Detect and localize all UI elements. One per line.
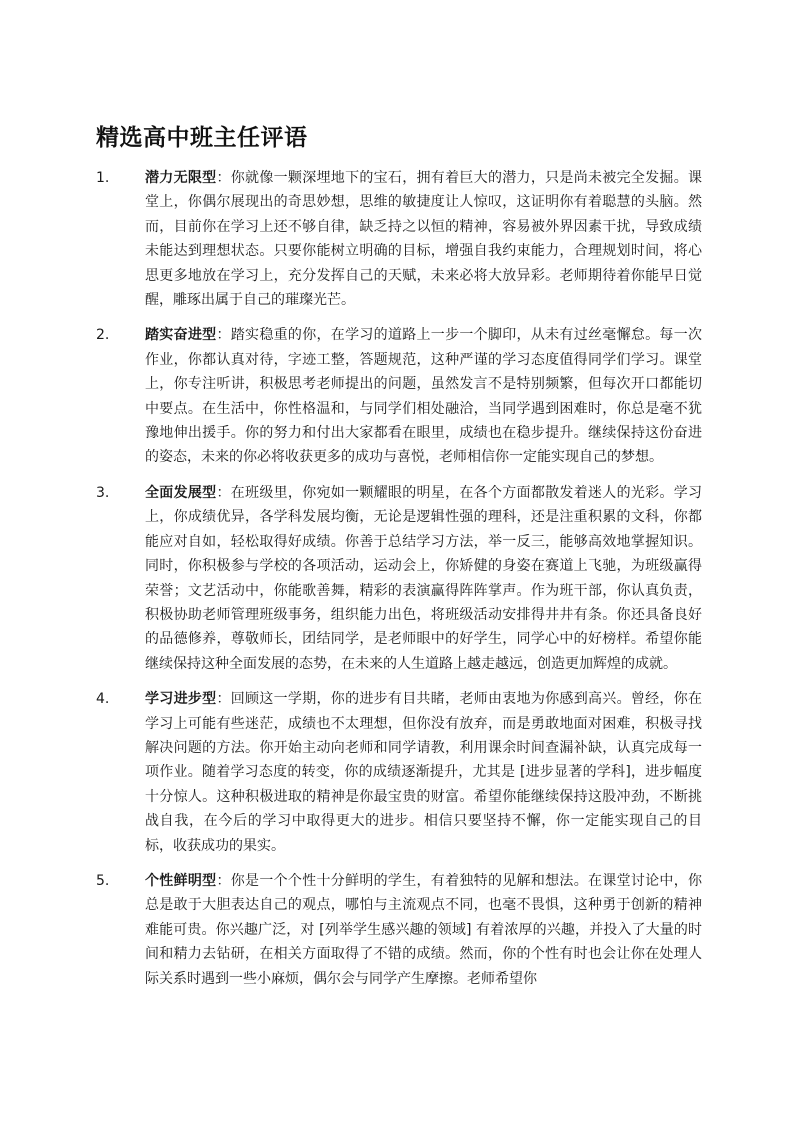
- list-item-number: 5.: [96, 872, 110, 889]
- list-item-number: 1.: [96, 170, 110, 186]
- list-item-separator: ：: [216, 170, 231, 186]
- list-item-heading: 个性鲜明型: [145, 872, 217, 889]
- list-item-number: 3.: [96, 484, 110, 501]
- list-item-heading: 学习进步型: [145, 691, 217, 708]
- list-item-number: 4.: [96, 691, 110, 708]
- list-item-heading: 潜力无限型: [145, 170, 217, 186]
- list-item: [96, 481, 702, 676]
- list-item-heading: 全面发展型: [145, 484, 217, 501]
- comment-list: [96, 166, 702, 1002]
- document-title: 精选高中班主任评语: [96, 125, 308, 151]
- list-item-body: 回顾这一学期，你的进步有目共睹，老师由衷地为你感到高兴。曾经，你在学习上可能有些迷茫，成绩也不太理想，但你没有放弃，而是勇敢地面对困难，积极寻找解决问题的方法。你开始主动向老师和同学请教，利用课余时间查漏补缺，认真完成每一项作业。随着学习态度的转变，你的成绩逐渐提升，尤其是 [进步显著的学科]，进步幅度十分惊人。这种积极进取的精神是你最宝贵的财富。希望你能继续保持这股冲劲，不断挑战自我，在今后的学习中取得更大的进步。相信只要坚持不懈，你一定能实现自己的目标，收获成功的果实。: [145, 691, 703, 854]
- list-item-heading: 踏实奋进型: [145, 327, 217, 344]
- list-item: [96, 166, 702, 312]
- list-item-body: 踏实稳重的你，在学习的道路上一步一个脚印，从未有过丝毫懈怠。每一次作业，你都认真对待，字迹工整，答题规范，这种严谨的学习态度值得同学们学习。课堂上，你专注听讲，积极思考老师提出的问题，虽然发言不是特别频繁，但每次开口都能切中要点。在生活中，你性格温和，与同学们相处融洽，当同学遇到困难时，你总是毫不犹豫地伸出援手。你的努力和付出大家都看在眼里，成绩也在稳步提升。继续保持这份奋进的姿态，未来的你必将收获更多的成功与喜悦，老师相信你一定能实现自己的梦想。: [145, 327, 703, 466]
- list-item: [96, 869, 702, 991]
- list-item-separator: ：: [216, 872, 231, 889]
- list-item-body: 你就像一颗深埋地下的宝石，拥有着巨大的潜力，只是尚未被完全发掘。课堂上，你偶尔展现出的奇思妙想，思维的敏捷度让人惊叹，这证明你有着聪慧的头脑。然而，目前你在学习上还不够自律，缺乏持之以恒的精神，容易被外界因素干扰，导致成绩未能达到理想状态。只要你能树立明确的目标，增强自我约束能力，合理规划时间，将心思更多地放在学习上，充分发挥自己的天赋，未来必将大放异彩。老师期待着你能早日觉醒，雕琢出属于自己的璀璨光芒。: [145, 170, 703, 309]
- list-item: [96, 323, 702, 469]
- list-item-body: 你是一个个性十分鲜明的学生，有着独特的见解和想法。在课堂讨论中，你总是敢于大胆表达自己的观点，哪怕与主流观点不同，也毫不畏惧，这种勇于创新的精神难能可贵。你兴趣广泛，对 [列举学生感兴趣的领域] 有着浓厚的兴趣，并投入了大量的时间和精力去钻研，在相关方面取得了不错的成绩。然而，你的个性有时也会让你在处理人际关系时遇到一些小麻烦，偶尔会与同学产生摩擦。老师希望你: [145, 872, 703, 987]
- list-item-separator: ：: [216, 327, 231, 344]
- list-item: [96, 687, 702, 858]
- list-item-number: 2.: [96, 327, 110, 344]
- list-item-body: 在班级里，你宛如一颗耀眼的明星，在各个方面都散发着迷人的光彩。学习上，你成绩优异，各学科发展均衡，无论是逻辑性强的理科，还是注重积累的文科，你都能应对自如，轻松取得好成绩。你善于总结学习方法，举一反三，能够高效地掌握知识。同时，你积极参与学校的各项活动，运动会上，你矫健的身姿在赛道上飞驰，为班级赢得荣誉；文艺活动中，你能歌善舞，精彩的表演赢得阵阵掌声。作为班干部，你认真负责，积极协助老师管理班级事务，组织能力出色，将班级活动安排得井井有条。你还具备良好的品德修养，尊敬师长，团结同学，是老师眼中的好学生，同学心中的好榜样。希望你能继续保持这种全面发展的态势，在未来的人生道路上越走越远，创造更加辉煌的成就。: [145, 484, 703, 672]
- list-item-separator: ：: [216, 484, 231, 501]
- list-item-separator: ：: [216, 691, 231, 708]
